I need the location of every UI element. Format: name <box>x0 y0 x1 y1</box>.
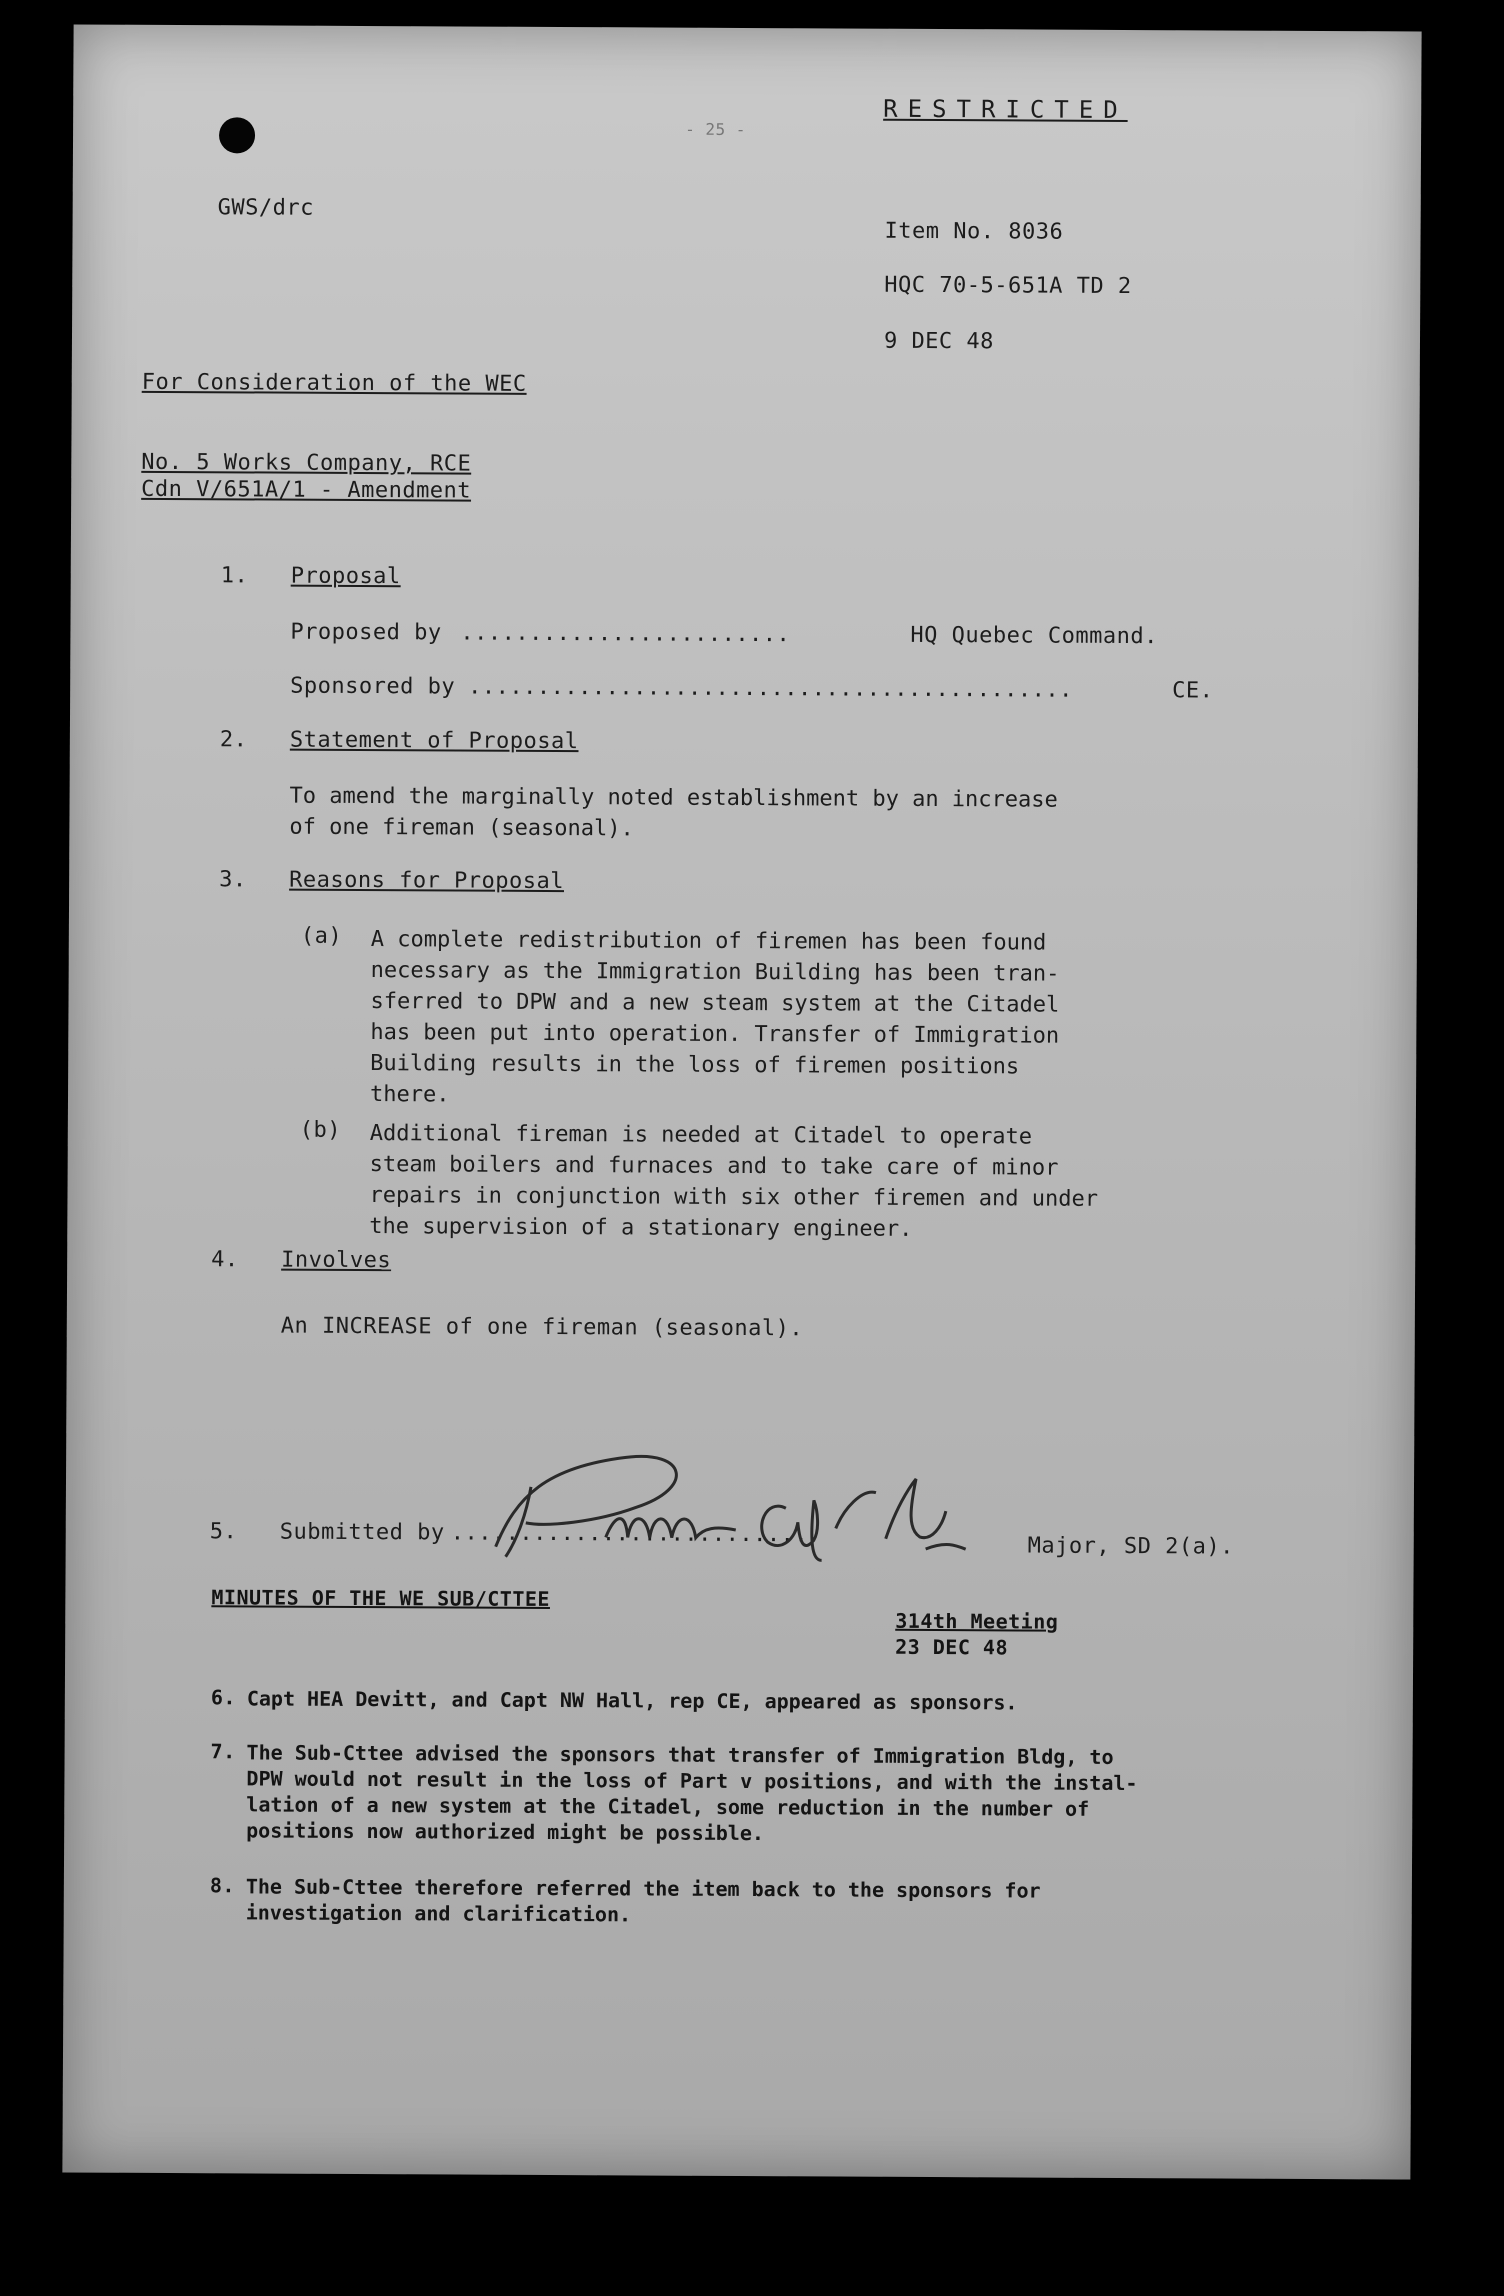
punch-hole <box>219 117 255 153</box>
document-date: 9 DEC 48 <box>883 328 995 355</box>
meeting-date: 23 DEC 48 <box>895 1634 1009 1660</box>
reference-initials: GWS/drc <box>217 195 314 221</box>
minute-text: The Sub-Cttee therefore referred the item back to the sponsors for investigation and clarification. <box>245 1874 1041 1927</box>
minute-text: The Sub-Cttee advised the sponsors that transfer of Immigration Bldg, to DPW would not result in the loss of Part v positions, and with the instal- lation of a new system at the Citadel, some reduction in the number of positions now authorized might be possible. <box>246 1740 1138 1846</box>
reason-b-text: Additional fireman is needed at Citadel to operate steam boilers and furnaces and to take care of minor repairs in conjunction with six other firemen and under the supervision of a stationary engineer. <box>369 1121 1099 1242</box>
minute-text: Capt HEA Devitt, and Capt NW Hall, rep CE, appeared as sponsors. <box>246 1686 1018 1715</box>
section-number: 1. <box>220 563 249 589</box>
classification-heading: RESTRICTED <box>883 94 1128 125</box>
section-number: 4. <box>211 1247 239 1273</box>
file-reference: HQC 70-5-651A TD 2 <box>884 272 1132 300</box>
minutes-heading: MINUTES OF THE WE SUB/CTTEE <box>211 1585 551 1612</box>
proposal-heading: Proposal <box>290 563 401 590</box>
consideration-heading: For Consideration of the WEC <box>141 369 527 397</box>
proposed-by-label: Proposed by <box>290 619 442 646</box>
involves-text: An INCREASE of one fireman (seasonal). <box>280 1313 804 1342</box>
sponsored-by-label: Sponsored by <box>290 673 456 700</box>
item-number: Item No. 8036 <box>884 218 1064 245</box>
involves-heading: Involves <box>281 1247 392 1274</box>
sponsored-by-leader: ............................................ <box>468 674 1074 703</box>
section-number: 2. <box>219 727 248 753</box>
reason-a-text: A complete redistribution of firemen has been found necessary as the Immigration Building has been tran- sferred to DPW and a new steam system at the Citadel has been put into operation. Transfer of Immigration Building results in the loss of firemen positions there. <box>369 927 1060 1108</box>
section-number: 5. <box>209 1519 238 1545</box>
proposed-by-leader: ........................ <box>460 620 791 648</box>
sponsored-by-value: CE. <box>1172 678 1214 704</box>
minute-number: 7. <box>210 1739 236 1764</box>
reasons-heading: Reasons for Proposal <box>289 867 565 895</box>
minute-number: 6. <box>210 1685 237 1710</box>
section-number: 3. <box>219 867 247 893</box>
submitted-by-value: Major, SD 2(a). <box>1027 1533 1234 1560</box>
reason-a-label: (a) <box>300 923 343 949</box>
page-mark: - 25 - <box>685 119 746 140</box>
handwritten-signature <box>456 1427 1017 1580</box>
statement-heading: Statement of Proposal <box>289 727 579 755</box>
minute-number: 8. <box>209 1873 236 1898</box>
establishment-reference: Cdn V/651A/1 - Amendment <box>141 476 472 504</box>
submitted-by-leader: .......................... <box>450 1520 809 1548</box>
statement-text: To amend the marginally noted establishment by an increase of one fireman (seasonal). <box>289 783 1058 842</box>
unit-name: No. 5 Works Company, RCE <box>141 449 472 477</box>
reason-b-label: (b) <box>299 1117 342 1143</box>
submitted-by-label: Submitted by <box>279 1519 445 1546</box>
meeting-number: 314th Meeting <box>895 1608 1059 1634</box>
proposed-by-value: HQ Quebec Command. <box>910 622 1158 650</box>
document-page <box>62 24 1421 2179</box>
